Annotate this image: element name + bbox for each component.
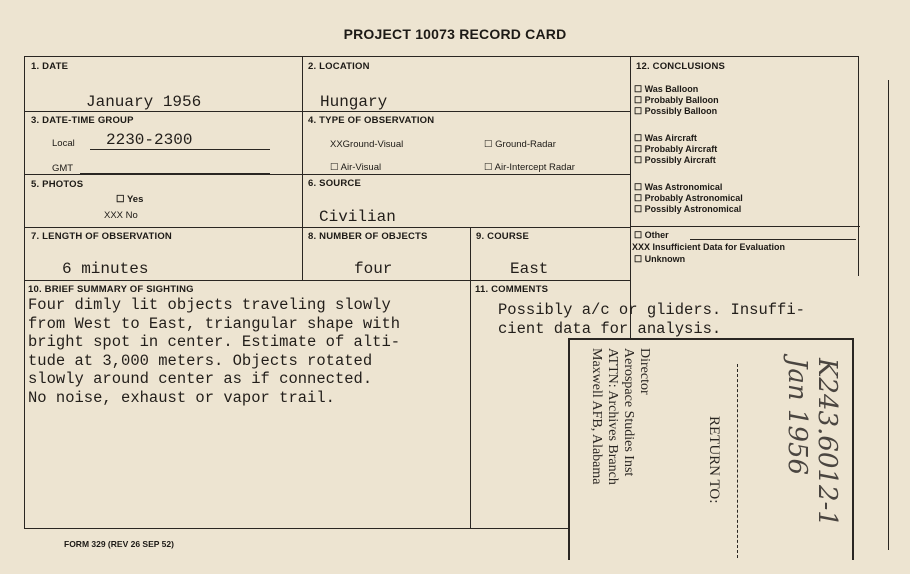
- gmt-label: GMT: [52, 163, 74, 174]
- form-top-border: [24, 56, 858, 57]
- location-label: 2. LOCATION: [308, 61, 370, 72]
- length-value: 6 minutes: [62, 260, 149, 278]
- comments-label: 11. COMMENTS: [475, 284, 549, 295]
- card-edge-line: [888, 80, 889, 550]
- row-divider-2: [24, 174, 630, 175]
- conclusion-was-astronomical: ☐ Was Astronomical: [634, 182, 723, 192]
- date-label: 1. DATE: [31, 61, 69, 72]
- ground-radar-option: ☐ Ground-Radar: [484, 139, 556, 150]
- conclusions-divider: [630, 226, 860, 227]
- photos-yes-option: ☐ Yes: [116, 194, 144, 205]
- card-title: PROJECT 10073 RECORD CARD: [343, 26, 567, 42]
- row-divider-4: [24, 280, 630, 281]
- conclusion-other: ☐ Other: [634, 230, 669, 240]
- conclusion-unknown: ☐ Unknown: [634, 254, 686, 264]
- conclusion-probably-astronomical: ☐ Probably Astronomical: [634, 193, 743, 203]
- photos-label: 5. PHOTOS: [31, 179, 84, 190]
- other-underline: [690, 239, 856, 240]
- air-intercept-radar-option: ☐ Air-Intercept Radar: [484, 162, 575, 173]
- summary-text: Four dimly lit objects traveling slowly from West to East, triangular shape with bright spot in center. Estimate of alti- tude at 3,000 meters. Objects rotated slowly around center as if connected. No noise, exhaust or vapor trail.: [28, 296, 401, 407]
- form-bottom-border: [24, 528, 570, 529]
- number-of-objects-value: four: [354, 260, 393, 278]
- comments-text: Possibly a/c or gliders. Insuffi- cient data for analysis.: [498, 301, 805, 338]
- course-label: 9. COURSE: [476, 231, 530, 242]
- gmt-underline: [80, 173, 270, 174]
- conclusion-possibly-aircraft: ☐ Possibly Aircraft: [634, 155, 716, 165]
- conclusion-was-aircraft: ☐ Was Aircraft: [634, 133, 697, 143]
- conclusion-probably-aircraft: ☐ Probably Aircraft: [634, 144, 718, 154]
- conclusion-was-balloon: ☐ Was Balloon: [634, 84, 699, 94]
- conclusions-label: 12. CONCLUSIONS: [636, 61, 726, 72]
- summary-label: 10. BRIEF SUMMARY OF SIGHTING: [28, 284, 194, 295]
- local-label: Local: [52, 138, 75, 149]
- local-underline: [90, 149, 270, 150]
- conclusion-possibly-balloon: ☐ Possibly Balloon: [634, 106, 718, 116]
- stamp-return-to: RETURN TO:: [706, 416, 722, 504]
- form-footer: FORM 329 (REV 26 SEP 52): [64, 539, 174, 549]
- conclusion-possibly-astronomical: ☐ Possibly Astronomical: [634, 204, 742, 214]
- conclusion-insufficient-data: XXX Insufficient Data for Evaluation: [632, 242, 786, 252]
- photos-no-option: XXX No: [104, 210, 138, 221]
- length-of-observation-label: 7. LENGTH OF OBSERVATION: [31, 231, 172, 242]
- row-divider-1: [24, 111, 630, 112]
- source-label: 6. SOURCE: [308, 178, 362, 189]
- form-right-border: [858, 56, 859, 276]
- row-divider-3: [24, 227, 630, 228]
- ground-visual-option: XXGround-Visual: [330, 139, 404, 150]
- source-value: Civilian: [319, 208, 396, 226]
- stamp-fold-line: [737, 364, 738, 558]
- form-left-border: [24, 56, 25, 528]
- air-visual-option: ☐ Air-Visual: [330, 162, 382, 173]
- col-divider-3: [630, 56, 631, 338]
- type-of-observation-label: 4. TYPE OF OBSERVATION: [308, 115, 435, 126]
- handwritten-file-number: K243.6012-1 Jan 1956: [782, 358, 842, 527]
- local-time-value: 2230-2300: [106, 131, 193, 149]
- date-time-group-label: 3. DATE-TIME GROUP: [31, 115, 134, 126]
- col-divider-2: [470, 227, 471, 528]
- course-value: East: [510, 260, 549, 278]
- conclusion-probably-balloon: ☐ Probably Balloon: [634, 95, 719, 105]
- location-value: Hungary: [320, 93, 388, 111]
- stamp-address: Director Aerospace Studies Inst ATTN: Archives Branch Maxwell AFB, Alabama: [589, 348, 652, 485]
- col-divider-1: [302, 56, 303, 280]
- date-value: January 1956: [86, 93, 202, 111]
- number-of-objects-label: 8. NUMBER OF OBJECTS: [308, 231, 428, 242]
